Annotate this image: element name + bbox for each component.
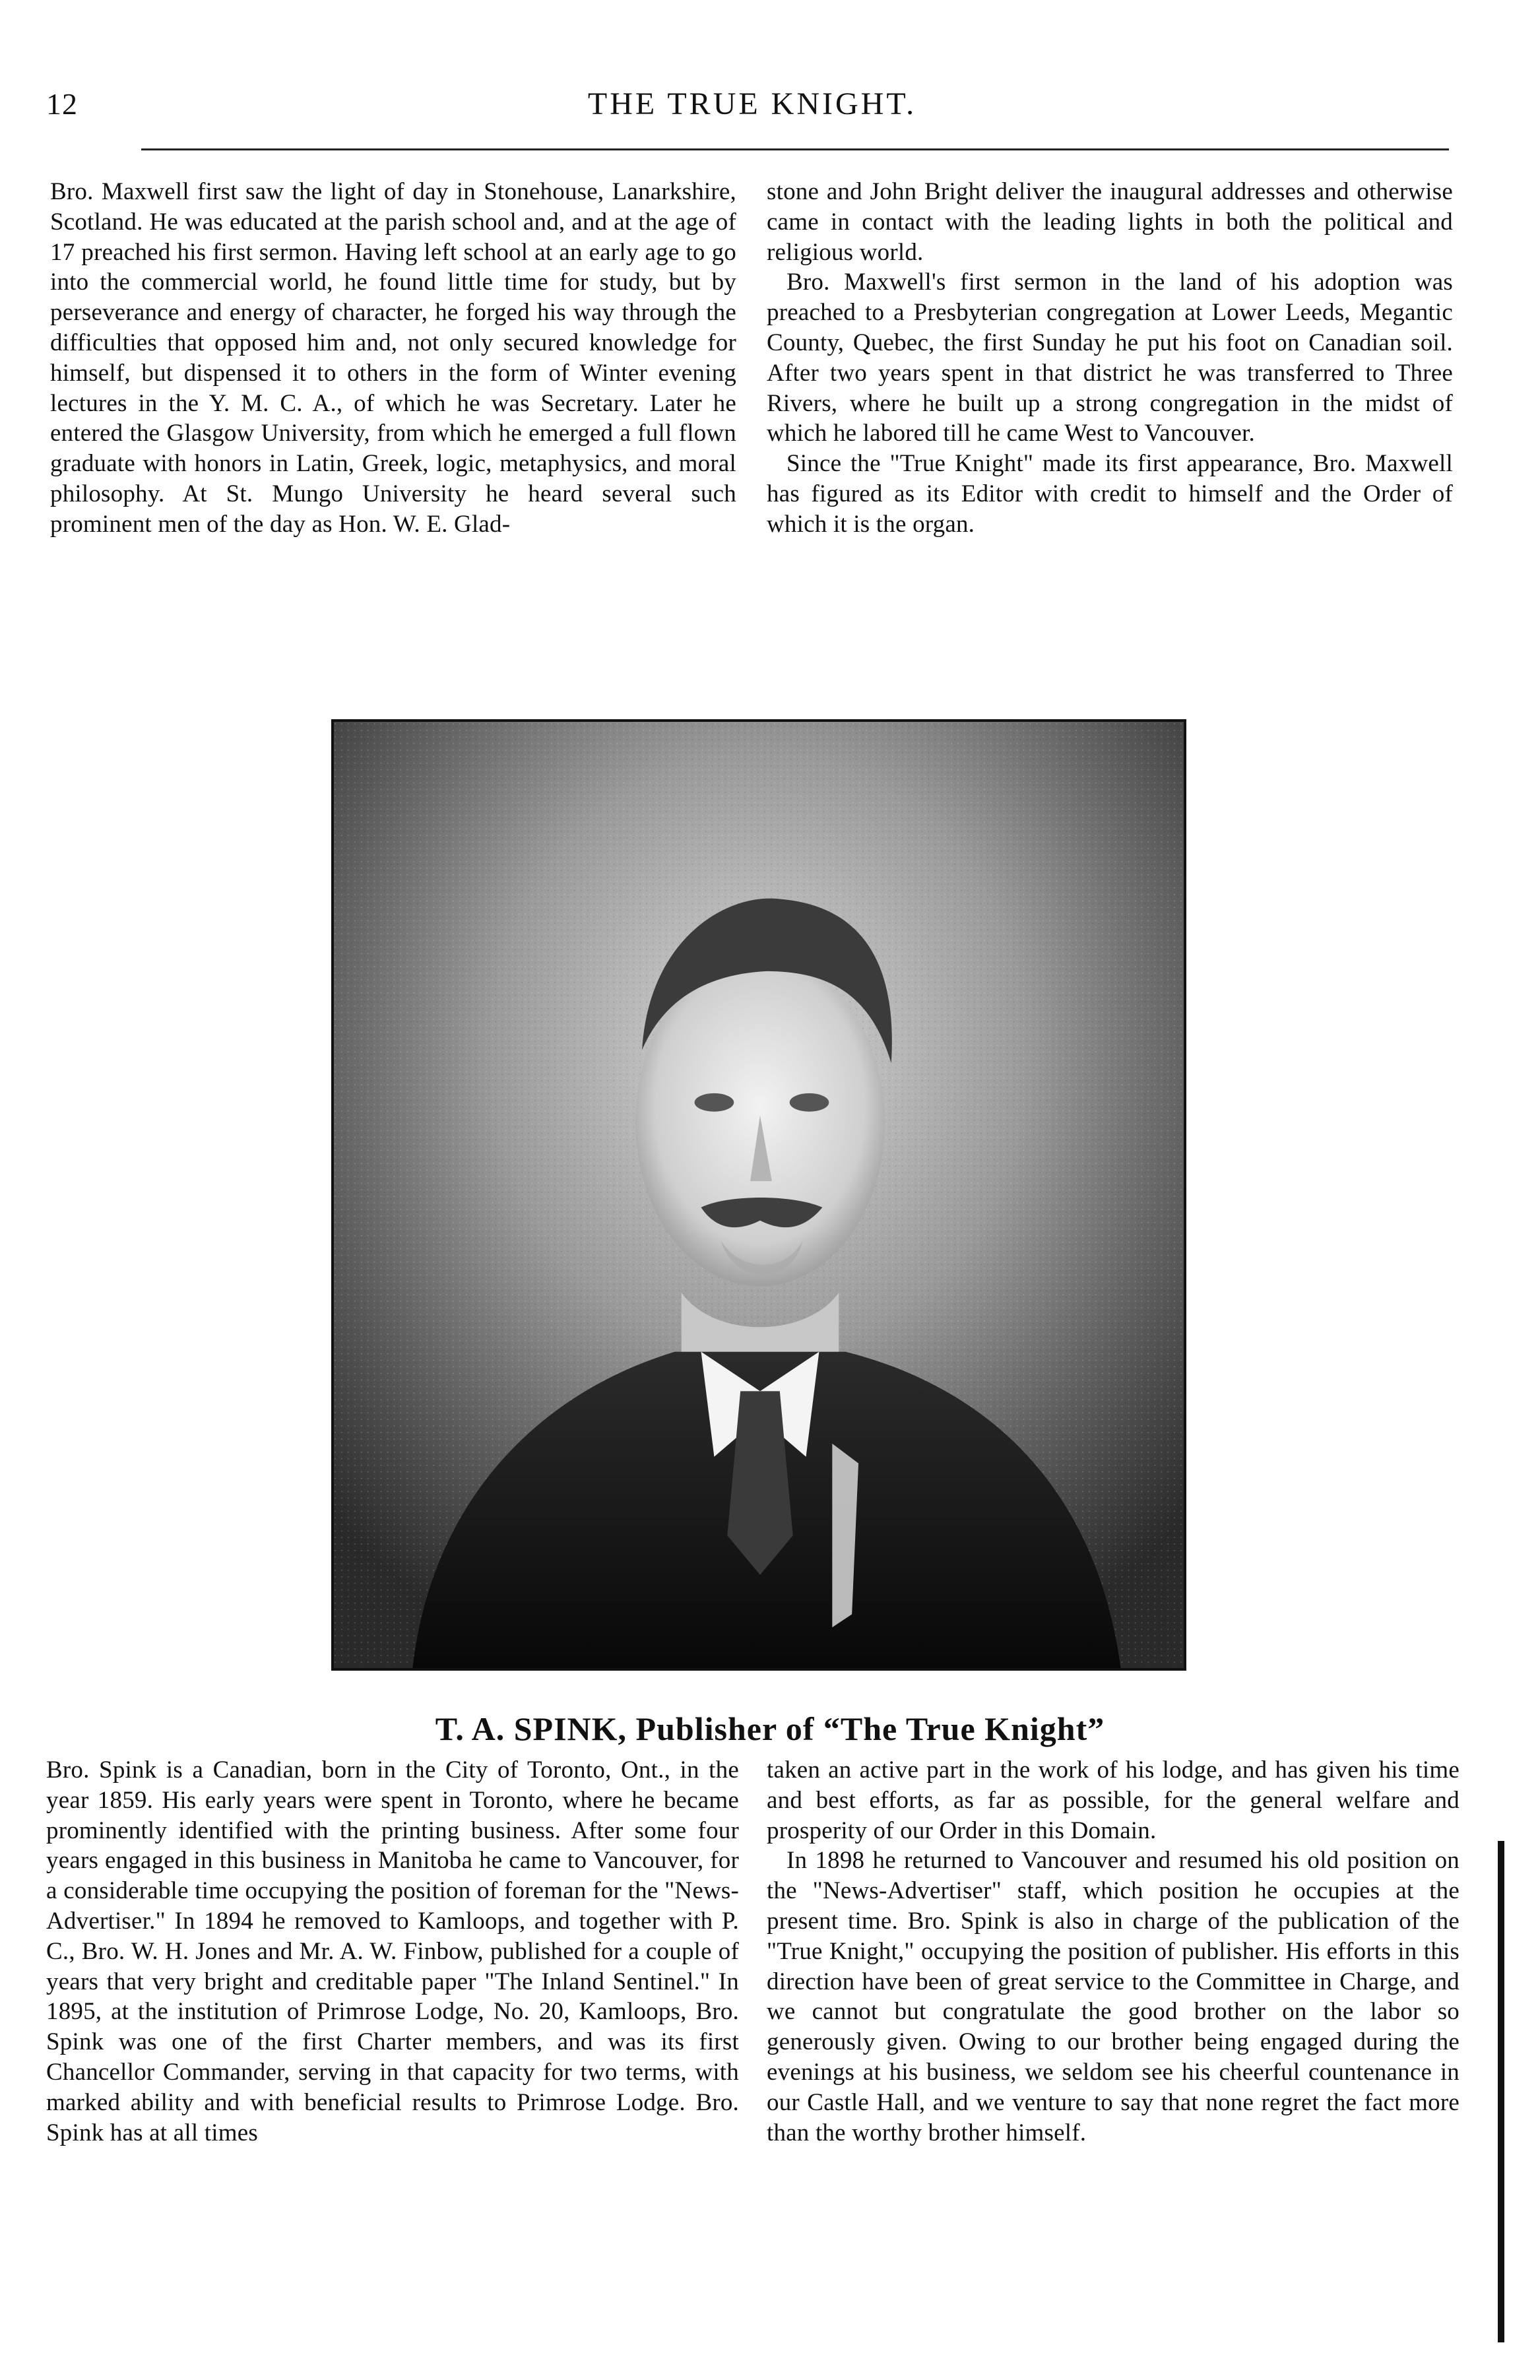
maxwell-article-right-column <box>767 177 1453 540</box>
article-paragraph: taken an active part in the work of his lodge, and has given his time and best efforts, as far as possible, for the general welfare and prosperity of our Order in this Domain. <box>767 1756 1460 1844</box>
portrait-photo <box>331 719 1186 1671</box>
article-paragraph: Bro. Maxwell first saw the light of day in Stonehouse, Lanarkshire, Scotland. He was educated at the parish school and, and at the age of 17 preached his first sermon. Having left school at an early age to go into the commercial world, he found little time for study, but by perseverance and energy of character, he forged his way through the difficulties that opposed him and, not only secured knowledge for himself, but dispensed it to others in the form of Winter evening lectures in the Y. M. C. A., of which he was Secretary. Later he entered the Glasgow University, from which he emerged a full flown graduate with honors in Latin, Greek, logic, metaphysics, and moral philosophy. At St. Mungo University he heard several such prominent men of the day as Hon. W. E. Glad- <box>50 178 736 538</box>
page-number: 12 <box>46 87 78 121</box>
article-paragraph: Since the "True Knight" made its first appearance, Bro. Maxwell has figured as its Editor with credit to himself and the Order of which it is the organ. <box>767 450 1453 538</box>
header-rule <box>141 148 1449 150</box>
article-paragraph: Bro. Maxwell's first sermon in the land of his adoption was preached to a Presbyterian congregation at Lower Leeds, Megantic County, Quebec, the first Sunday he put his foot on Canadian soil. After two years spent in that district he was transferred to Three Rivers, where he built up a strong congregation in the midst of which he labored till he came West to Vancouver. <box>767 269 1453 447</box>
page-header <box>46 86 1458 132</box>
maxwell-article-left-column <box>50 177 736 540</box>
article-paragraph: stone and John Bright deliver the inaugural addresses and otherwise came in contact with the leading lights in both the political and religious world. <box>767 178 1453 266</box>
spink-article-left-column <box>46 1755 739 2148</box>
scan-edge-mark <box>1498 1841 1504 2342</box>
article-paragraph: Bro. Spink is a Canadian, born in the City of Toronto, Ont., in the year 1859. His early years were spent in Toronto, where he became prominently identified with the printing business. After some four years engaged in this business in Manitoba he came to Vancouver, for a considerable time occupying the position of foreman for the "News-Advertiser." In 1894 he removed to Kamloops, and together with P. C., Bro. W. H. Jones and Mr. A. W. Finbow, published for a couple of years that very bright and creditable paper "The Inland Sentinel." In 1895, at the institution of Primrose Lodge, No. 20, Kamloops, Bro. Spink was one of the first Charter members, and was its first Chancellor Commander, serving in that capacity for two terms, with marked ability and with beneficial results to Primrose Lodge. Bro. Spink has at all times <box>46 1756 739 2146</box>
portrait-image <box>334 722 1184 1668</box>
publication-title: THE TRUE KNIGHT. <box>587 86 917 121</box>
article-paragraph: In 1898 he returned to Vancouver and resumed his old position on the "News-Advertiser" staff, which position he occupies at the present time. Bro. Spink is also in charge of the publication of the "True Knight," occupying the position of publisher. His efforts in this direction have been of great service to the Committee in Charge, and we cannot but congratulate the good brother on the labor so generously given. Owing to our brother being engaged during the evenings at his business, we seldom see his cheerful countenance in our Castle Hall, and we venture to say that none regret the fact more than the worthy brother himself. <box>767 1847 1460 2146</box>
photo-caption: T. A. SPINK, Publisher of “The True Knight” <box>435 1710 1105 1747</box>
spink-article-right-column <box>767 1755 1460 2148</box>
